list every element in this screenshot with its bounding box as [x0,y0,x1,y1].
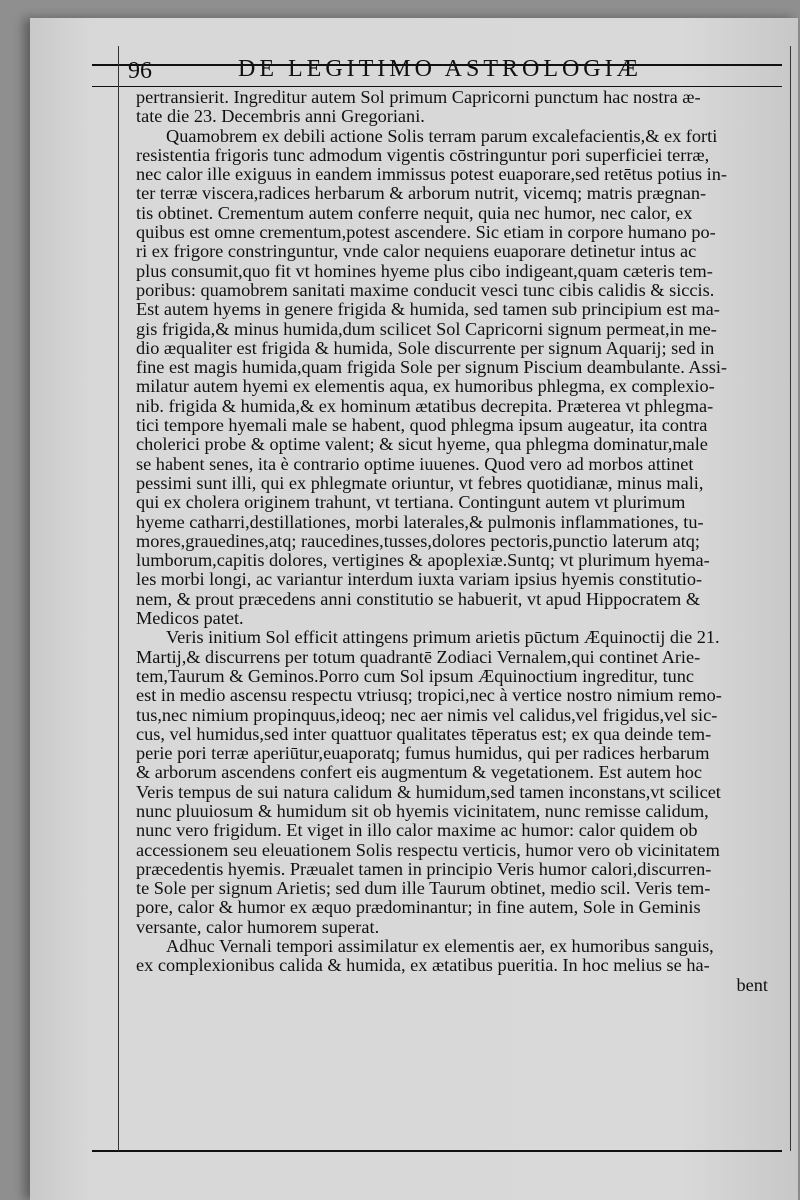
catchword: bent [736,974,768,995]
text-line: nec calor ille exiguus in eandem immissus potest euaporare,sed retētus potius in- [136,165,727,185]
text-line: hyeme catharri,destillationes, morbi laterales,& pulmonis inflammationes, tu- [136,512,704,532]
page-number: 96 [128,58,152,84]
left-margin-rule [118,46,119,1151]
text-line: resistentia frigoris tunc admodum vigentis cōstringuntur pori superficiei terræ, [136,145,710,165]
text-line: quibus est omne crementum,potest ascendere. Sic etiam in corpore humano po- [136,223,716,243]
text-line: qui ex cholera originem trahunt, vt tertiana. Contingunt autem vt plurimum [136,493,686,513]
text-line: ex complexionibus calida & humida, ex ætatibus pueritia. In hoc melius se ha- [136,956,710,976]
text-line: nem, & prout præcedens anni constitutio se habuerit, vt apud Hippocratem & [136,589,701,609]
text-line: nib. frigida & humida,& ex hominum ætatibus decrepita. Præterea vt phlegma- [136,396,714,416]
text-line: tus,nec nimium propinquus,ideoq; nec aer nimis vel calidus,vel frigidus,vel sic- [136,705,718,725]
text-line: fine est magis humida,quam frigida Sole per signum Piscium deambulante. Assi- [136,358,727,378]
text-line: Medicos patet. [136,609,244,629]
text-line: se habent senes, ita è contrario optime iuuenes. Quod vero ad morbos attinet [136,454,694,474]
text-line: pessimi sunt illi, qui ex phlegmate oriuntur, vt febres quotidianæ, minus mali, [136,473,704,493]
text-line: Adhuc Vernali tempori assimilatur ex elementis aer, ex humoribus sanguis, [166,937,714,957]
text-line: nunc vero frigidum. Et viget in illo calor maxime ac humor: calor quidem ob [136,821,698,841]
text-line: tici tempore hyemali male se habent, quod phlegma ipsum augeatur, ita contra [136,416,708,436]
text-line: Est autem hyems in genere frigida & humida, sed tamen sub principium est ma- [136,300,720,320]
text-line: tis obtinet. Crementum autem conferre nequit, quia nec humor, nec calor, ex [136,203,693,223]
text-line: les morbi longi, ac variantur interdum iuxta variam ipsius hyemis constitutio- [136,570,703,590]
text-line: Veris initium Sol efficit attingens primum arietis pūctum Æquinoctij die 21. [166,628,720,648]
text-line: accessionem seu eleuationem Solis respectu verticis, humor vero ob vicinitatem [136,840,720,860]
text-line: Martij,& discurrens per totum quadrantē Zodiaci Vernalem,qui continet Arie- [136,647,701,667]
text-line: tem,Taurum & Geminos.Porro cum Sol ipsum Æquinoctium ingreditur, tunc [136,666,695,686]
text-line: versante, calor humorem superat. [136,917,380,937]
text-line: plus consumit,quo fit vt homines hyeme plus cibo indigeant,quam cæteris tem- [136,261,713,281]
right-margin-rule [790,46,791,1151]
running-head-title: DE LEGITIMO ASTROLOGIÆ [238,56,642,82]
text-line: lumborum,capitis dolores, vertigines & apoplexiæ.Suntq; vt plurimum hyema- [136,551,710,571]
text-line: tate die 23. Decembris anni Gregoriani. [136,107,425,127]
text-line: Quamobrem ex debili actione Solis terram parum excalefacientis,& ex forti [166,126,718,146]
text-line: & arborum ascendens confert eis augmentum & vegetationem. Est autem hoc [136,763,703,783]
text-line: nunc pluuiosum & humidum sit ob hyemis vicinitatem, nunc remisse calidum, [136,801,709,821]
text-line: te Sole per signum Arietis; sed dum ille Taurum obtinet, medio scil. Veris tem- [136,879,711,899]
text-line: mores,grauedines,atq; raucedines,tusses,dolores pectoris,punctio laterum atq; [136,531,701,551]
text-line: cholerici probe & optime valent; & sicut hyeme, qua phlegma dominatur,male [136,435,708,455]
body-text [136,88,788,995]
footer-rule [92,1150,782,1152]
text-line: perie pori terræ aperiūtur,euaporatq; fumus humidus, qui per radices herbarum [136,744,710,764]
text-line: Veris tempus de sui natura calidum & humidum,sed tamen inconstans,vt scilicet [136,782,721,802]
text-line: præcedentis hyemis. Præualet tamen in principio Veris humor calori,discurren- [136,859,712,879]
text-line: dio æqualiter est frigida & humida, Sole discurrente per signum Aquarij; sed in [136,338,715,358]
header-bottom-rule [92,86,782,87]
text-line: ter terræ viscera,radices herbarum & arborum nutrit, vicemq; matris prægnan- [136,184,707,204]
text-line: cus, vel humidus,sed inter quattuor qualitates tēperatus est; ex qua deinde tem- [136,724,712,744]
text-line: ri ex frigore constringuntur, vnde calor nequiens euaporare detinetur intus ac [136,242,697,262]
text-line: pore, calor & humor ex æquo prædominantur; in fine autem, Sole in Geminis [136,898,701,918]
text-line: est in medio ascensu respectu vtriusq; tropici,nec à vertice nostro nimium remo- [136,686,722,706]
text-line: poribus: quamobrem sanitati maxime conducit vesci tunc cibis calidis & siccis. [136,280,715,300]
text-line: gis frigida,& minus humida,dum scilicet Sol Capricorni signum permeat,in me- [136,319,717,339]
running-header [128,52,778,86]
text-line: pertransierit. Ingreditur autem Sol primum Capricorni punctum hac nostra æ- [136,88,701,107]
text-line: milatur autem hyemi ex elementis aqua, ex humoribus phlegma, ex complexio- [136,377,715,397]
